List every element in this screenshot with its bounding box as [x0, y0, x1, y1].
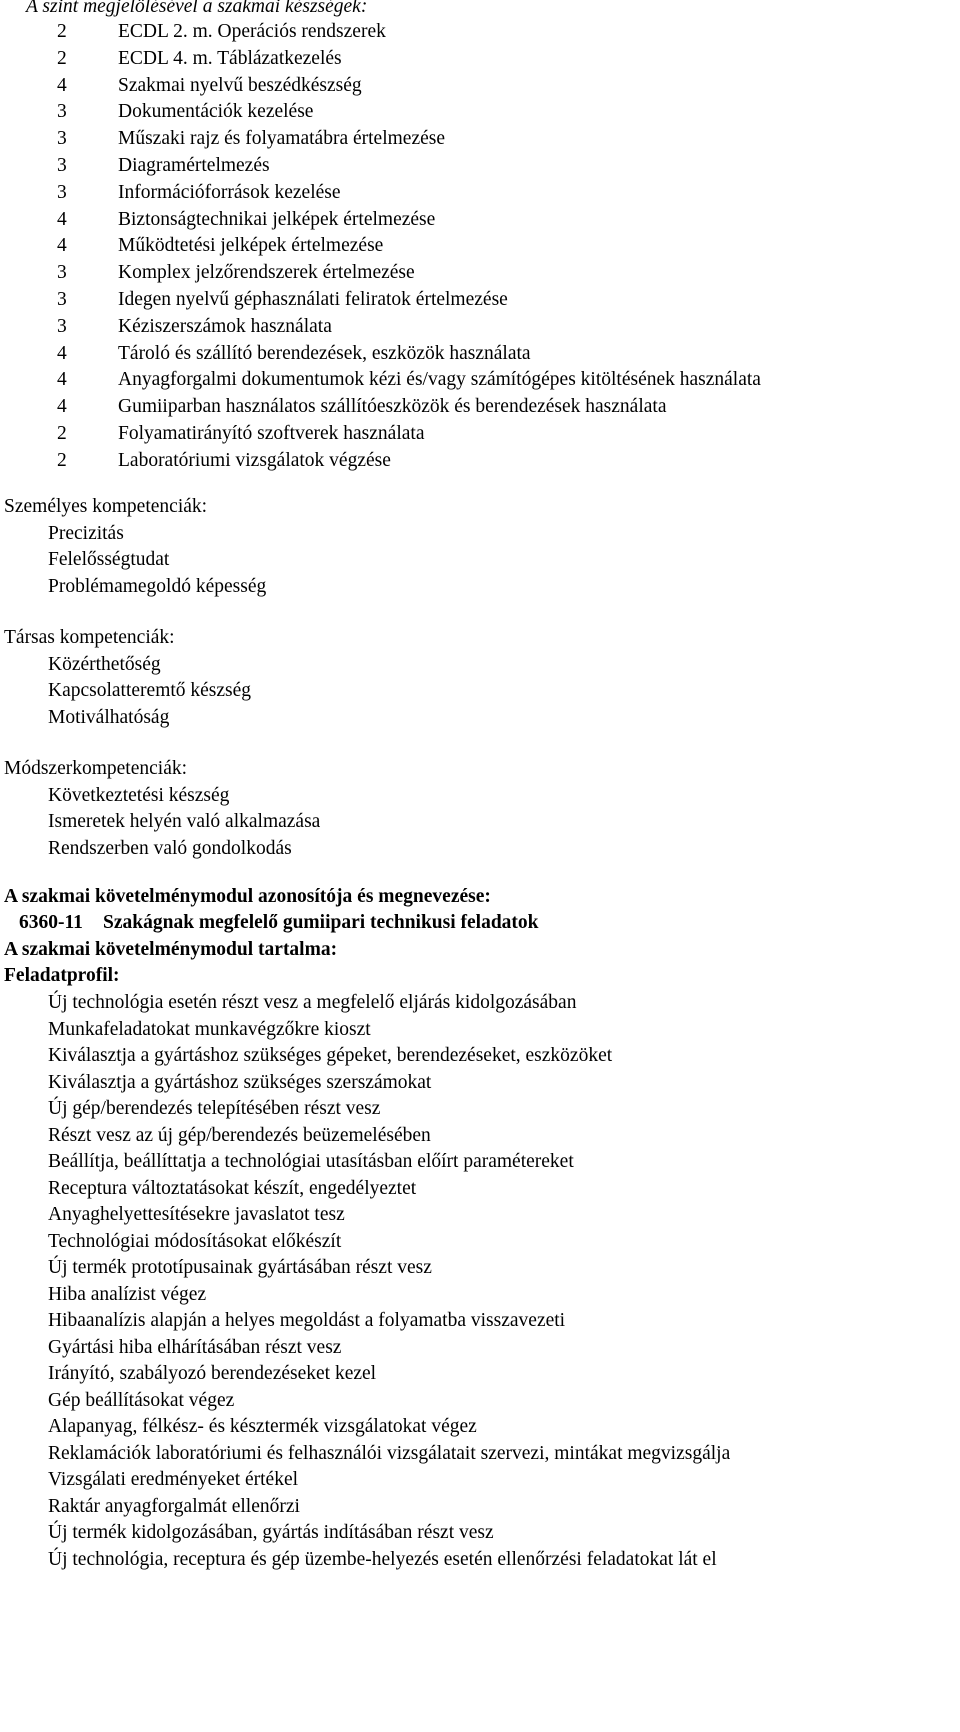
task-item: Alapanyag, félkész- és késztermék vizsgálatokat végez [48, 1416, 477, 1437]
list-item: Motiválhatóság [48, 707, 170, 728]
skill-name: Laboratóriumi vizsgálatok végzése [118, 449, 391, 471]
skill-name: Komplex jelzőrendszerek értelmezése [118, 262, 415, 284]
task-item: Irányító, szabályozó berendezéseket kezel [48, 1363, 377, 1384]
skill-level: 2 [57, 47, 67, 69]
task-item: Új gép/berendezés telepítésében részt vesz [48, 1098, 381, 1119]
task-item: Új termék kidolgozásában, gyártás indításában részt vesz [48, 1522, 494, 1543]
module-code: 6360-11 [19, 912, 83, 933]
skill-name: Anyagforgalmi dokumentumok kézi és/vagy számítógépes kitöltésének használata [118, 369, 761, 391]
skill-level: 4 [57, 369, 67, 391]
task-item: Részt vesz az új gép/berendezés beüzemelésében [48, 1124, 431, 1146]
skill-level: 3 [57, 155, 67, 176]
method-heading: Módszerkompetenciák: [4, 758, 188, 779]
skill-level: 3 [57, 262, 67, 284]
list-item: Rendszerben való gondolkodás [48, 838, 292, 859]
module-id-heading: A szakmai követelménymodul azonosítója és megnevezése: [4, 886, 491, 907]
skill-name: Biztonságtechnikai jelképek értelmezése [118, 208, 436, 230]
task-item: Hiba analízist végez [48, 1283, 207, 1305]
task-item: Vizsgálati eredményeket értékel [48, 1469, 299, 1490]
skill-name: Szakmai nyelvű beszédkészség [118, 74, 362, 96]
task-item: Hibaanalízis alapján a helyes megoldást a folyamatba visszavezeti [48, 1310, 566, 1331]
list-item: Ismeretek helyén való alkalmazása [48, 811, 321, 832]
list-item: Következtetési készség [48, 785, 230, 806]
skill-level: 3 [57, 289, 67, 310]
skill-name: Működtetési jelképek értelmezése [118, 235, 384, 257]
skill-name: ECDL 2. m. Operációs rendszerek [118, 21, 386, 42]
skill-level: 4 [57, 74, 67, 96]
list-item: Kapcsolatteremtő készség [48, 680, 252, 701]
task-item: Reklamációk laboratóriumi és felhasználói vizsgálatait szervezi, mintákat megvizsgálja [48, 1442, 731, 1464]
task-item: Gyártási hiba elhárításában részt vesz [48, 1336, 342, 1358]
personal-heading: Személyes kompetenciák: [4, 496, 208, 517]
skill-level: 3 [57, 101, 67, 123]
skill-level: 3 [57, 128, 67, 150]
skill-name: Folyamatirányító szoftverek használata [118, 423, 425, 444]
task-item: Gép beállításokat végez [48, 1389, 235, 1411]
social-heading: Társas kompetenciák: [4, 627, 175, 648]
skill-level: 4 [57, 235, 67, 257]
task-item: Receptura változtatásokat készít, engedélyeztet [48, 1177, 417, 1199]
skill-level: 4 [57, 208, 67, 230]
skill-name: Műszaki rajz és folyamatábra értelmezése [118, 128, 445, 150]
profile-heading: Feladatprofil: [4, 965, 120, 986]
skill-level: 3 [57, 181, 67, 203]
task-item: Új technológia esetén részt vesz a megfelelő eljárás kidolgozásában [48, 992, 577, 1013]
task-item: Kiválasztja a gyártáshoz szükséges szerszámokat [48, 1071, 432, 1093]
skill-level: 4 [57, 396, 67, 418]
task-item: Anyaghelyettesítésekre javaslatot tesz [48, 1204, 345, 1225]
skill-name: Gumiiparban használatos szállítóeszközök és berendezések használata [118, 396, 667, 418]
task-item: Technológiai módosításokat előkészít [48, 1230, 342, 1252]
skill-level: 2 [57, 449, 67, 471]
skill-level: 2 [57, 423, 67, 444]
task-item: Munkafeladatokat munkavégzőkre kioszt [48, 1018, 371, 1040]
task-item: Kiválasztja a gyártáshoz szükséges gépeket, berendezéseket, eszközöket [48, 1045, 613, 1066]
list-item: Közérthetőség [48, 654, 161, 675]
list-item: Precizitás [48, 523, 124, 544]
task-item: Raktár anyagforgalmát ellenőrzi [48, 1495, 300, 1517]
skill-name: Tároló és szállító berendezések, eszközök használata [118, 342, 531, 364]
skills-heading: A szint megjelölésével a szakmai készségek: [26, 0, 368, 17]
module-title: Szakágnak megfelelő gumiipari technikusi feladatok [103, 912, 539, 933]
skill-name: Diagramértelmezés [118, 155, 270, 176]
skill-name: ECDL 4. m. Táblázatkezelés [118, 47, 342, 69]
task-item: Új termék prototípusainak gyártásában részt vesz [48, 1257, 432, 1278]
list-item: Problémamegoldó képesség [48, 576, 267, 597]
task-item: Új technológia, receptura és gép üzembe-helyezés esetén ellenőrzési feladatokat lát el [48, 1548, 717, 1570]
skill-level: 2 [57, 21, 67, 42]
skill-name: Idegen nyelvű géphasználati feliratok értelmezése [118, 289, 508, 310]
task-item: Beállítja, beállíttatja a technológiai utasításban előírt paramétereket [48, 1151, 574, 1172]
module-content-heading: A szakmai követelménymodul tartalma: [4, 939, 338, 960]
list-item: Felelősségtudat [48, 549, 170, 570]
skill-level: 3 [57, 315, 67, 337]
skill-level: 4 [57, 342, 67, 364]
skill-name: Információforrások kezelése [118, 181, 341, 203]
skill-name: Kéziszerszámok használata [118, 315, 332, 337]
skill-name: Dokumentációk kezelése [118, 101, 314, 123]
